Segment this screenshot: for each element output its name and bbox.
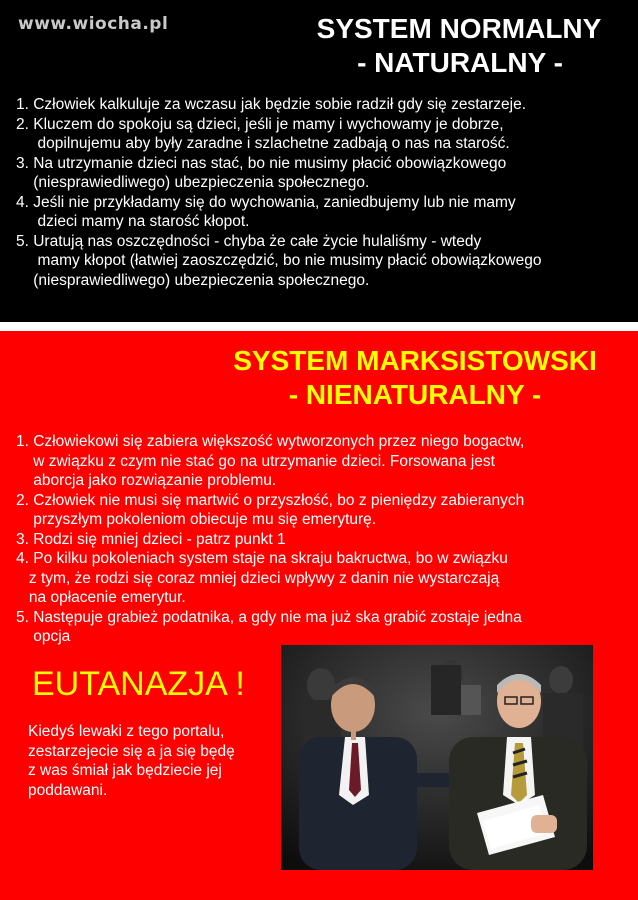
list-line: 1. Człowiekowi się zabiera większość wytworzonych przez niego bogactw, <box>16 433 525 450</box>
list-line: dzieci mamy na starość kłopot. <box>16 213 250 230</box>
list-line: przyszłym pokoleniom obiecuje mu się emeryturę. <box>16 511 377 528</box>
list-line: 2. Człowiek nie musi się martwić o przyszłość, bo z pieniędzy zabieranych <box>16 491 525 509</box>
normal-system-title: SYSTEM NORMALNY <box>316 13 602 44</box>
list-line: aborcja jako rozwiązanie problemu. <box>16 472 277 489</box>
list-line: (niesprawiedliwego) ubezpieczenia społecznego. <box>16 271 370 289</box>
normal-system-list <box>16 95 542 290</box>
photo-illustration <box>281 645 593 870</box>
marxist-system-subtitle: - NIENATURALNY - <box>288 379 542 410</box>
list-line: dopilnujemu aby były zaradne i szlachetne zadbają o nas na starość. <box>16 135 510 152</box>
normal-system-subtitle: - NATURALNY - <box>357 47 563 78</box>
list-line: 3. Na utrzymanie dzieci nas stać, bo nie musimy płacić obowiązkowego <box>16 154 507 172</box>
marxist-system-list <box>16 432 524 647</box>
list-line: w związku z czym nie stać go na utrzymanie dzieci. Forsowana jest <box>16 452 495 470</box>
list-line: opcja <box>16 628 71 645</box>
list-line: 4. Po kilku pokoleniach system staje na skraju bakructwa, bo w związku <box>16 550 508 567</box>
list-line: 5. Następuje grabież podatnika, a gdy nie ma już ska grabić zostaje jedna <box>16 608 522 626</box>
list-line: z tym, że rodzi się coraz mniej dzieci wpływy z danin nie wystarczają <box>16 569 500 587</box>
quote-line: zestarzejecie się a ja się będę <box>28 742 235 760</box>
quote-line: Kiedyś lewaki z tego portalu, <box>28 723 225 740</box>
list-line: 1. Człowiek kalkuluje za wczasu jak będzie sobie radził gdy się zestarzeje. <box>16 96 527 113</box>
marxist-system-title: SYSTEM MARKSISTOWSKI <box>233 345 597 376</box>
quote-line: z was śmiał jak będziecie jej <box>28 762 222 779</box>
quote-line: poddawani. <box>28 781 108 799</box>
site-watermark: www.wiocha.pl <box>18 14 169 34</box>
politicians-photo <box>281 645 593 870</box>
list-line: 4. Jeśli nie przykładamy się do wychowania, zaniedbujemy lub nie mamy <box>16 193 516 211</box>
list-line: mamy kłopot (łatwiej zaoszczędzić, bo nie musimy płacić obowiązkowego <box>16 252 542 269</box>
euthanasia-heading: EUTANAZJA ! <box>32 665 245 703</box>
list-line: 5. Uratują nas oszczędności - chyba że całe życie hulaliśmy - wtedy <box>16 232 482 250</box>
list-line: (niesprawiedliwego) ubezpieczenia społecznego. <box>16 174 370 191</box>
list-line: na opłacenie emerytur. <box>16 589 186 606</box>
list-line: 2. Kluczem do spokoju są dzieci, jeśli je mamy i wychowamy je dobrze, <box>16 115 504 133</box>
taunt-paragraph <box>28 722 235 800</box>
list-line: 3. Rodzi się mniej dzieci - patrz punkt 1 <box>16 530 286 548</box>
